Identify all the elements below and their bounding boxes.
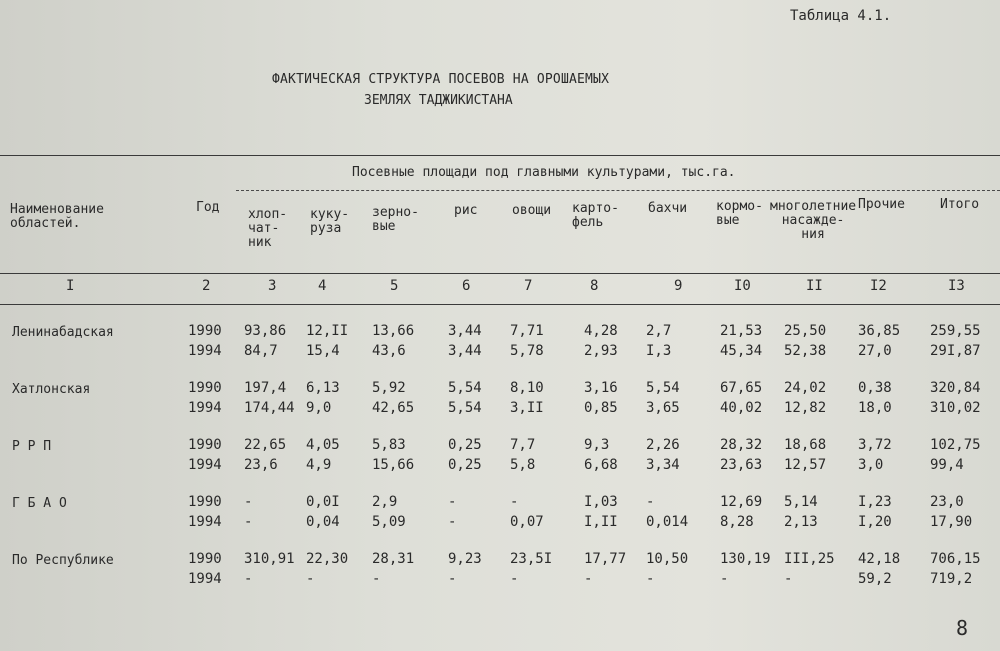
table-number: Таблица 4.1. [790, 8, 892, 24]
header-perennial: многолетние насажде- ния [770, 199, 857, 242]
group-header: Посевные площади под главными культурами, тыс.га. [352, 165, 736, 180]
table-cell: 23,6 [244, 457, 278, 473]
table-cell: 18,68 [784, 437, 827, 453]
table-cell: 8,10 [510, 380, 544, 396]
year-cell: 1990 [188, 380, 222, 396]
table-cell: 5,8 [510, 457, 536, 473]
table-cell: 27,0 [858, 343, 892, 359]
table-cell: 174,44 [244, 400, 295, 416]
page-mark: 8 [956, 616, 969, 640]
year-cell: 1994 [188, 571, 222, 587]
column-number: II [806, 278, 823, 294]
table-cell: 3,34 [646, 457, 680, 473]
table-cell: 3,72 [858, 437, 892, 453]
table-cell: 5,78 [510, 343, 544, 359]
table-cell: 22,30 [306, 551, 349, 567]
table-cell: 23,5I [510, 551, 553, 567]
table-cell: I,II [584, 514, 618, 530]
table-cell: - [306, 571, 315, 587]
column-number: 3 [268, 278, 277, 294]
column-number: 5 [390, 278, 399, 294]
header-cotton: хлоп- чат- ник [248, 207, 288, 250]
table-cell: 17,90 [930, 514, 973, 530]
table-cell: 4,9 [306, 457, 332, 473]
table-cell: 43,6 [372, 343, 406, 359]
table-cell: I,3 [646, 343, 672, 359]
table-cell: I,03 [584, 494, 618, 510]
year-cell: 1994 [188, 343, 222, 359]
header-fodder: кормо- вые [716, 199, 763, 228]
table-cell: 23,0 [930, 494, 964, 510]
table-cell: 15,4 [306, 343, 340, 359]
table-title-line1: ФАКТИЧЕСКАЯ СТРУКТУРА ПОСЕВОВ НА ОРОШАЕМЫХ [272, 72, 610, 87]
region-name: По Республике [12, 553, 114, 568]
header-grain: зерно- вые [372, 205, 419, 234]
table-cell: 99,4 [930, 457, 964, 473]
table-cell: 0,25 [448, 437, 482, 453]
table-cell: 130,19 [720, 551, 771, 567]
table-cell: 28,32 [720, 437, 763, 453]
column-number: I [66, 278, 75, 294]
table-cell: 3,0 [858, 457, 884, 473]
column-number: 4 [318, 278, 327, 294]
table-cell: 15,66 [372, 457, 415, 473]
table-cell: 0,38 [858, 380, 892, 396]
column-number: I0 [734, 278, 751, 294]
table-cell: 59,2 [858, 571, 892, 587]
table-cell: 2,93 [584, 343, 618, 359]
table-cell: 7,71 [510, 323, 544, 339]
table-cell: 12,69 [720, 494, 763, 510]
table-cell: 67,65 [720, 380, 763, 396]
table-cell: - [244, 514, 253, 530]
year-cell: 1990 [188, 437, 222, 453]
table-cell: 0,04 [306, 514, 340, 530]
table-cell: 12,82 [784, 400, 827, 416]
column-number: 2 [202, 278, 211, 294]
table-cell: III,25 [784, 551, 835, 567]
table-cell: 4,28 [584, 323, 618, 339]
header-region: Наименование областей. [10, 202, 104, 231]
year-cell: 1990 [188, 551, 222, 567]
table-cell: - [646, 571, 655, 587]
table-cell: 9,23 [448, 551, 482, 567]
table-cell: 12,57 [784, 457, 827, 473]
table-cell: 0,07 [510, 514, 544, 530]
header-year: Год [196, 200, 220, 215]
table-cell: 197,4 [244, 380, 287, 396]
region-name: Г Б А О [12, 496, 67, 511]
table-cell: 320,84 [930, 380, 981, 396]
table-cell: 13,66 [372, 323, 415, 339]
year-cell: 1990 [188, 494, 222, 510]
table-cell: - [244, 494, 253, 510]
table-cell: 6,13 [306, 380, 340, 396]
table-cell: 8,28 [720, 514, 754, 530]
table-cell: 0,25 [448, 457, 482, 473]
table-cell: 23,63 [720, 457, 763, 473]
table-cell: 2,26 [646, 437, 680, 453]
table-cell: 42,18 [858, 551, 901, 567]
table-cell: 29I,87 [930, 343, 981, 359]
table-cell: 0,014 [646, 514, 689, 530]
table-cell: 21,53 [720, 323, 763, 339]
table-cell: 0,85 [584, 400, 618, 416]
table-cell: I,23 [858, 494, 892, 510]
column-number: 7 [524, 278, 533, 294]
table-cell: - [244, 571, 253, 587]
table-cell: 5,92 [372, 380, 406, 396]
column-number: 8 [590, 278, 599, 294]
table-cell: 2,7 [646, 323, 672, 339]
table-cell: 22,65 [244, 437, 287, 453]
table-cell: - [448, 571, 457, 587]
table-cell: 9,3 [584, 437, 610, 453]
table-cell: - [448, 494, 457, 510]
table-cell: 17,77 [584, 551, 627, 567]
table-cell: 45,34 [720, 343, 763, 359]
table-cell: 3,II [510, 400, 544, 416]
table-cell: 3,44 [448, 343, 482, 359]
table-cell: 5,83 [372, 437, 406, 453]
column-number: I3 [948, 278, 965, 294]
table-cell: - [784, 571, 793, 587]
table-cell: 102,75 [930, 437, 981, 453]
header-potato: карто- фель [572, 201, 619, 230]
table-cell: 84,7 [244, 343, 278, 359]
table-cell: 6,68 [584, 457, 618, 473]
top-rule [0, 155, 1000, 156]
table-cell: 706,15 [930, 551, 981, 567]
table-cell: 5,14 [784, 494, 818, 510]
table-cell: I,20 [858, 514, 892, 530]
year-cell: 1994 [188, 514, 222, 530]
column-number: I2 [870, 278, 887, 294]
table-cell: 12,II [306, 323, 349, 339]
table-cell: 4,05 [306, 437, 340, 453]
table-cell: 7,7 [510, 437, 536, 453]
table-cell: 5,09 [372, 514, 406, 530]
colnum-rule [0, 304, 1000, 305]
header-corn: куку- руза [310, 207, 350, 236]
region-name: Хатлонская [12, 382, 91, 397]
table-cell: 93,86 [244, 323, 287, 339]
column-number: 6 [462, 278, 471, 294]
table-title-line2: ЗЕМЛЯХ ТАДЖИКИСТАНА [364, 93, 513, 108]
table-cell: 3,65 [646, 400, 680, 416]
table-cell: - [372, 571, 381, 587]
region-name: Ленинабадская [12, 325, 114, 340]
table-cell: - [448, 514, 457, 530]
header-vegetables: овощи [512, 203, 552, 218]
table-cell: - [584, 571, 593, 587]
table-cell: 3,44 [448, 323, 482, 339]
year-cell: 1990 [188, 323, 222, 339]
table-cell: 24,02 [784, 380, 827, 396]
table-cell: 2,9 [372, 494, 398, 510]
header-rice: рис [454, 203, 478, 218]
column-number: 9 [674, 278, 683, 294]
table-cell: 259,55 [930, 323, 981, 339]
header-total: Итого [940, 197, 980, 212]
group-dash-rule [236, 190, 1000, 191]
table-cell: 5,54 [646, 380, 680, 396]
table-cell: 42,65 [372, 400, 415, 416]
year-cell: 1994 [188, 457, 222, 473]
header-rule [0, 273, 1000, 274]
table-cell: 28,31 [372, 551, 415, 567]
table-cell: 2,13 [784, 514, 818, 530]
table-cell: 310,91 [244, 551, 295, 567]
table-cell: 3,16 [584, 380, 618, 396]
table-cell: 52,38 [784, 343, 827, 359]
table-cell: 9,0 [306, 400, 332, 416]
table-cell: 10,50 [646, 551, 689, 567]
table-cell: 25,50 [784, 323, 827, 339]
header-melons: бахчи [648, 201, 688, 216]
table-cell: 719,2 [930, 571, 973, 587]
table-cell: - [646, 494, 655, 510]
table-cell: 0,0I [306, 494, 340, 510]
table-cell: 40,02 [720, 400, 763, 416]
table-cell: - [510, 571, 519, 587]
table-cell: - [510, 494, 519, 510]
table-cell: 36,85 [858, 323, 901, 339]
table-cell: 5,54 [448, 380, 482, 396]
table-cell: 18,0 [858, 400, 892, 416]
table-cell: - [720, 571, 729, 587]
header-other: Прочие [858, 197, 905, 212]
table-cell: 310,02 [930, 400, 981, 416]
region-name: Р Р П [12, 439, 52, 454]
year-cell: 1994 [188, 400, 222, 416]
table-cell: 5,54 [448, 400, 482, 416]
